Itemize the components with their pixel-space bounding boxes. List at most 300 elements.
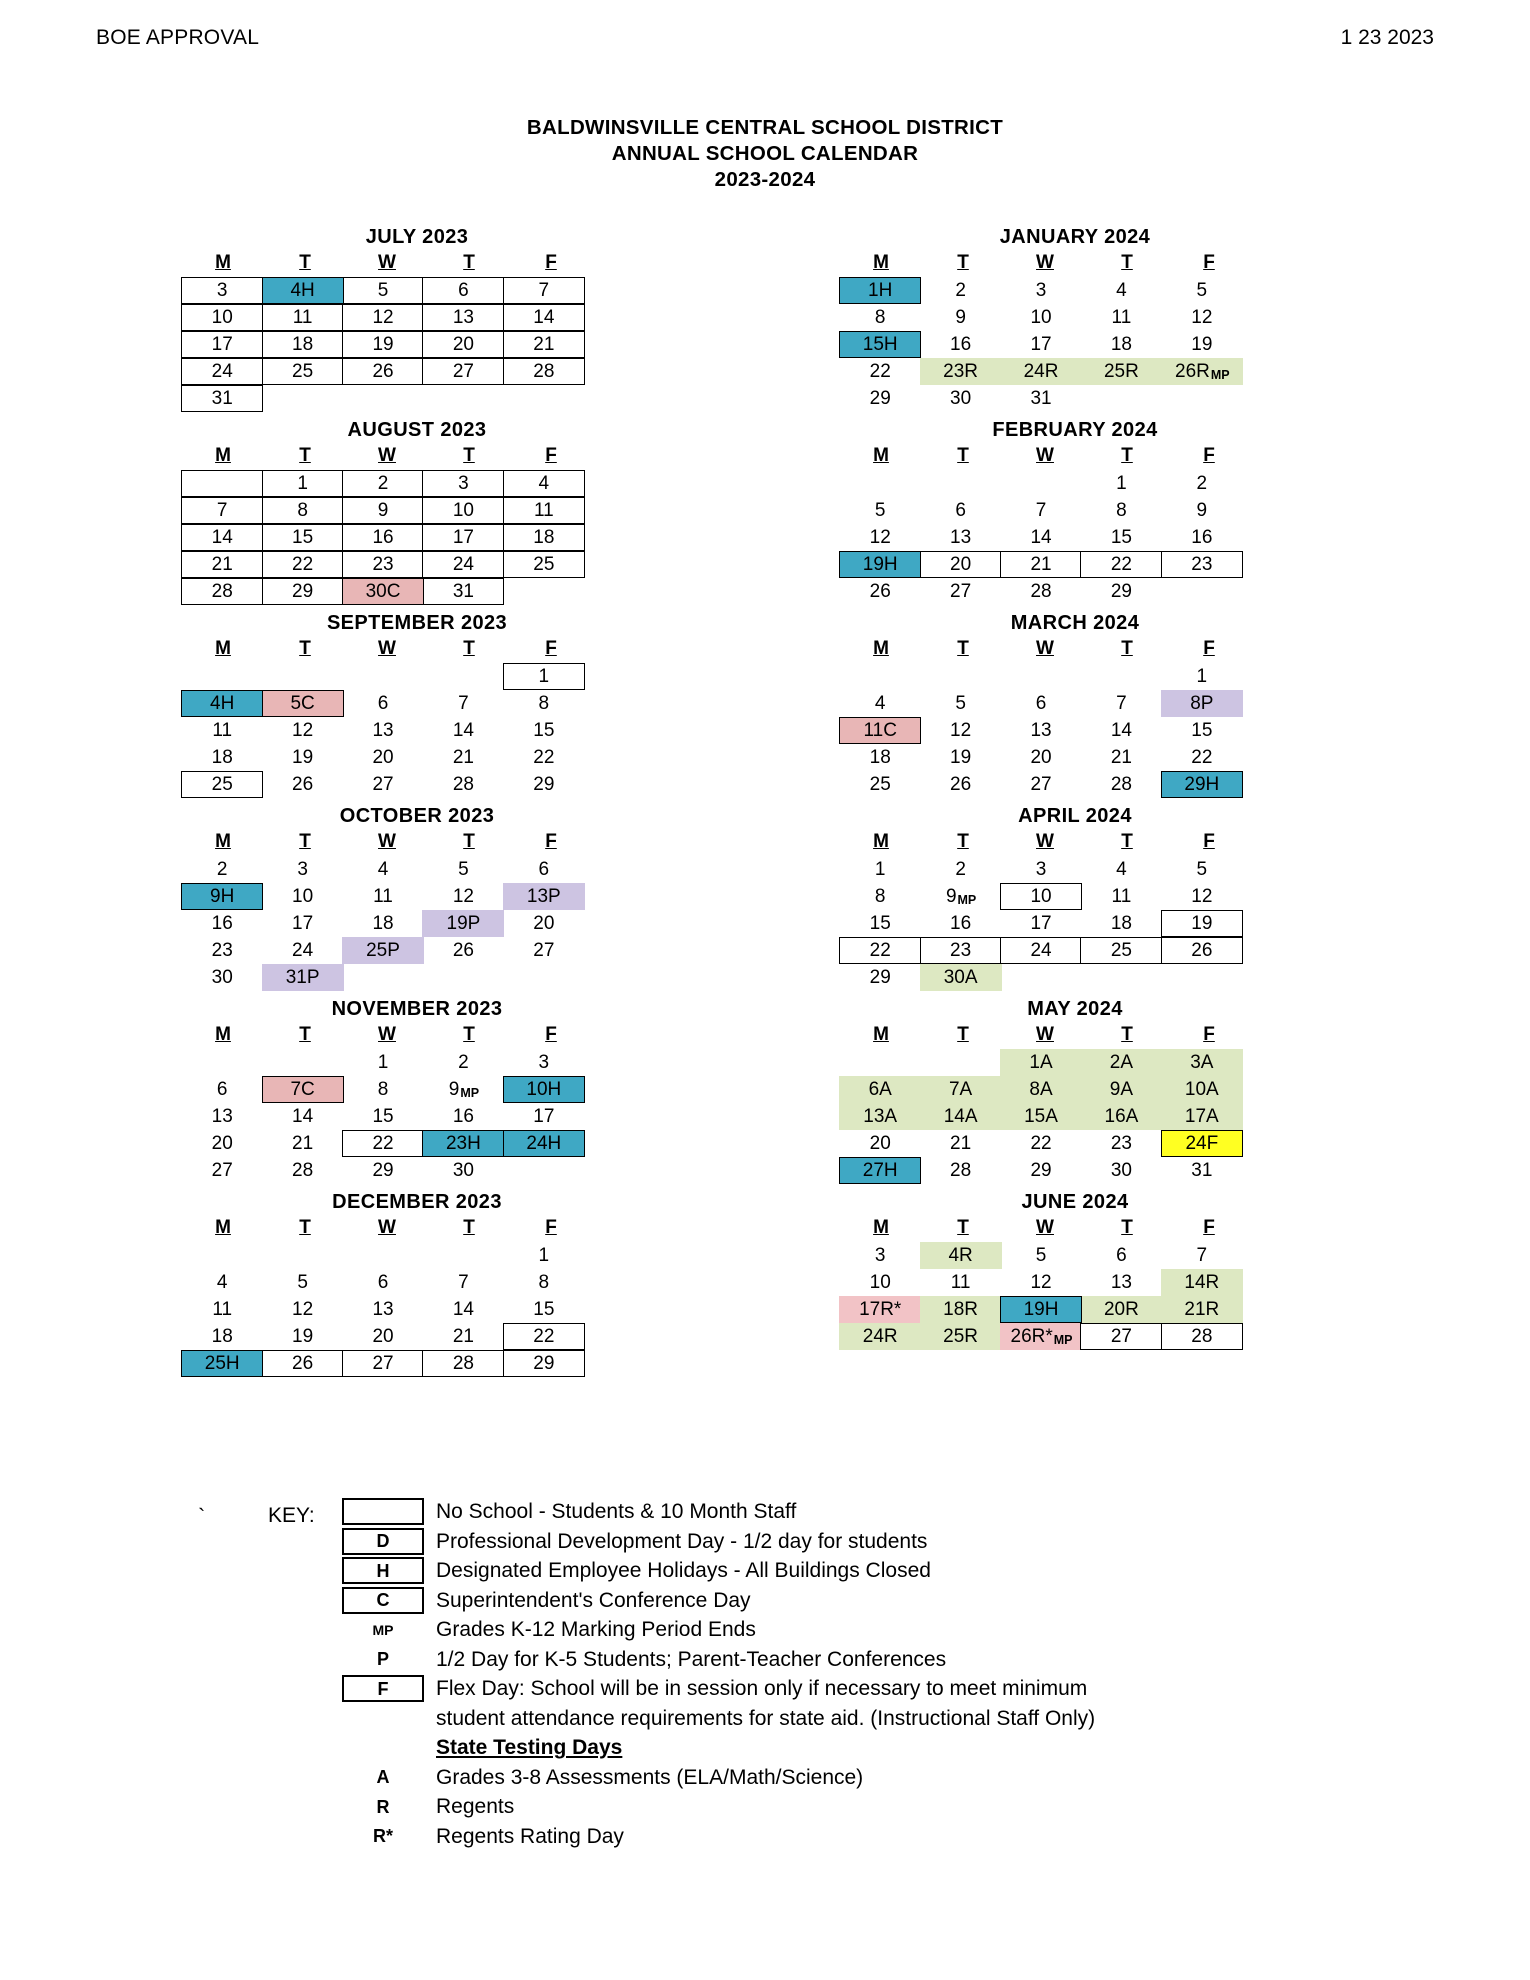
day-cell[interactable] [181, 1269, 263, 1296]
day-cell[interactable] [342, 304, 424, 331]
day-cell[interactable] [1000, 856, 1082, 883]
day-cell[interactable] [422, 1130, 504, 1157]
day-cell[interactable] [422, 1157, 504, 1184]
day-cell[interactable] [503, 856, 585, 883]
day-cell[interactable] [920, 1296, 1002, 1323]
day-cell[interactable] [1000, 1296, 1082, 1323]
day-cell[interactable] [1161, 744, 1243, 771]
dow-4: F [545, 831, 557, 852]
day-cell[interactable] [181, 551, 263, 578]
day-cell[interactable] [1000, 937, 1082, 964]
day-cell[interactable] [1161, 883, 1243, 910]
day-cell[interactable] [839, 717, 921, 744]
day-cell[interactable] [1161, 856, 1243, 883]
day-cell[interactable] [920, 771, 1002, 798]
day-cell[interactable] [181, 1076, 263, 1103]
day-cell[interactable] [1161, 1269, 1243, 1296]
day-cell[interactable] [920, 1076, 1002, 1103]
day-cell[interactable] [503, 1242, 585, 1269]
day-cell[interactable] [1000, 744, 1082, 771]
day-cell[interactable] [1161, 1049, 1243, 1076]
day-cell[interactable] [422, 1269, 504, 1296]
day-cell[interactable] [839, 771, 921, 798]
day-cell[interactable] [181, 771, 263, 798]
day-cell[interactable] [503, 744, 585, 771]
day-cell[interactable] [920, 331, 1002, 358]
day-cell[interactable] [181, 358, 263, 385]
day-cell[interactable] [920, 964, 1002, 991]
day-cell[interactable] [181, 856, 263, 883]
day-cell[interactable] [422, 470, 504, 497]
dow-2: W [1036, 445, 1054, 466]
day-cell[interactable] [920, 1103, 1002, 1130]
school-year: 2023-2024 [714, 168, 816, 191]
day-cell[interactable] [1000, 1130, 1082, 1157]
day-cell[interactable] [1161, 690, 1243, 717]
day-cell[interactable] [920, 1157, 1002, 1184]
day-cell[interactable] [262, 304, 344, 331]
day-cell[interactable] [839, 358, 921, 385]
legend-description: Designated Employee Holidays - All Buildings Closed [436, 1559, 931, 1582]
day-cell[interactable] [1080, 910, 1162, 937]
day-cell[interactable] [839, 277, 921, 304]
day-cell[interactable] [839, 551, 921, 578]
week-row [182, 498, 652, 525]
dow-1: T [957, 638, 969, 659]
day-cell[interactable] [1080, 1049, 1162, 1076]
day-cell[interactable] [920, 1130, 1002, 1157]
day-cell[interactable] [262, 1350, 344, 1377]
day-cell[interactable] [839, 883, 921, 910]
day-cell[interactable] [342, 578, 424, 605]
day-cell[interactable] [422, 717, 504, 744]
day-cell[interactable] [1000, 1323, 1082, 1350]
day-cell[interactable] [181, 1157, 263, 1184]
day-cell[interactable] [503, 358, 585, 385]
day-cell[interactable] [262, 524, 344, 551]
day-number: 1 [1116, 473, 1127, 495]
day-cell[interactable] [262, 1296, 344, 1323]
day-cell[interactable] [1000, 331, 1082, 358]
day-number: 19H [862, 554, 898, 576]
day-number: 11 [1111, 886, 1132, 908]
day-cell[interactable] [839, 937, 921, 964]
day-cell[interactable] [181, 717, 263, 744]
day-cell[interactable] [503, 470, 585, 497]
day-cell[interactable] [839, 1296, 921, 1323]
day-cell[interactable] [503, 1076, 585, 1103]
day-cell[interactable] [342, 551, 424, 578]
day-cell[interactable] [839, 690, 921, 717]
day-cell[interactable] [342, 1269, 424, 1296]
day-cell[interactable] [1161, 331, 1243, 358]
day-cell[interactable] [1080, 1157, 1162, 1184]
day-cell[interactable] [503, 1296, 585, 1323]
day-cell[interactable] [503, 1103, 585, 1130]
day-number: 26R [1175, 361, 1210, 383]
day-cell[interactable] [181, 964, 263, 991]
day-cell[interactable] [181, 910, 263, 937]
day-cell[interactable] [1080, 1269, 1162, 1296]
day-cell[interactable] [262, 1130, 344, 1157]
district-name: BALDWINSVILLE CENTRAL SCHOOL DISTRICT [526, 116, 1004, 139]
day-cell[interactable] [1000, 1103, 1082, 1130]
day-cell[interactable] [181, 937, 263, 964]
empty-cell [920, 663, 1002, 690]
month-title: JULY 2023 [365, 226, 469, 248]
day-cell[interactable] [262, 497, 344, 524]
day-cell[interactable] [1080, 277, 1162, 304]
day-number: 27 [950, 581, 972, 603]
day-cell[interactable] [262, 690, 344, 717]
day-cell[interactable] [422, 578, 504, 605]
day-of-week-header [182, 445, 652, 471]
day-cell[interactable] [503, 1323, 585, 1350]
day-cell[interactable] [1080, 1296, 1162, 1323]
day-cell[interactable] [181, 524, 263, 551]
day-number: 9 [448, 1079, 460, 1101]
day-number: 31 [1030, 388, 1052, 410]
day-cell[interactable] [422, 1296, 504, 1323]
key-label: KEY: [268, 1504, 315, 1527]
day-cell[interactable] [181, 304, 263, 331]
day-cell[interactable] [1080, 470, 1162, 497]
day-cell[interactable] [839, 1076, 921, 1103]
day-cell[interactable] [181, 1350, 263, 1377]
day-cell[interactable] [1080, 771, 1162, 798]
day-cell[interactable] [422, 910, 504, 937]
day-cell[interactable] [503, 1269, 585, 1296]
day-cell[interactable] [1080, 1103, 1162, 1130]
day-cell[interactable] [181, 883, 263, 910]
week-row [182, 965, 652, 992]
day-cell[interactable] [503, 304, 585, 331]
day-cell[interactable] [342, 883, 424, 910]
day-cell[interactable] [503, 910, 585, 937]
day-cell[interactable] [839, 1157, 921, 1184]
day-cell[interactable] [181, 1323, 263, 1350]
day-cell[interactable] [181, 690, 263, 717]
day-cell[interactable] [262, 910, 344, 937]
day-cell[interactable] [1000, 1269, 1082, 1296]
day-cell[interactable] [1000, 1049, 1082, 1076]
day-cell[interactable] [1000, 551, 1082, 578]
day-cell[interactable] [262, 470, 344, 497]
day-number: 16 [950, 913, 972, 935]
day-cell[interactable] [839, 304, 921, 331]
day-cell[interactable] [839, 524, 921, 551]
day-cell[interactable] [1000, 277, 1082, 304]
day-cell[interactable] [1080, 744, 1162, 771]
day-cell[interactable] [1080, 1076, 1162, 1103]
week-row [182, 359, 652, 386]
day-cell[interactable] [920, 497, 1002, 524]
day-cell[interactable] [1080, 304, 1162, 331]
day-cell[interactable] [262, 1323, 344, 1350]
day-cell[interactable] [1161, 1296, 1243, 1323]
day-cell[interactable] [1000, 883, 1082, 910]
day-cell[interactable] [1080, 524, 1162, 551]
day-cell[interactable] [839, 1242, 921, 1269]
day-cell[interactable] [503, 1130, 585, 1157]
day-cell[interactable] [1161, 663, 1243, 690]
legend-code: A [376, 1767, 390, 1787]
day-cell[interactable] [920, 717, 1002, 744]
day-cell[interactable] [342, 524, 424, 551]
legend-swatch [342, 1528, 424, 1555]
day-number: 28 [1191, 1326, 1213, 1348]
day-cell[interactable] [839, 1323, 921, 1350]
day-cell[interactable] [1080, 1323, 1162, 1350]
day-number: 16A [1104, 1106, 1139, 1128]
week-row [182, 691, 652, 718]
day-cell[interactable] [839, 856, 921, 883]
day-cell[interactable] [920, 744, 1002, 771]
day-cell[interactable] [181, 497, 263, 524]
day-cell[interactable] [181, 385, 263, 412]
day-cell[interactable] [422, 1323, 504, 1350]
day-cell[interactable] [1161, 358, 1243, 385]
day-cell[interactable] [262, 964, 344, 991]
day-cell[interactable] [422, 277, 504, 304]
day-cell[interactable] [920, 551, 1002, 578]
day-number: 24F [1185, 1133, 1219, 1155]
day-cell[interactable] [262, 578, 344, 605]
day-cell[interactable] [262, 277, 344, 304]
day-cell[interactable] [422, 497, 504, 524]
day-cell[interactable] [422, 1049, 504, 1076]
day-cell[interactable] [262, 856, 344, 883]
day-cell[interactable] [181, 1103, 263, 1130]
day-cell[interactable] [342, 470, 424, 497]
day-cell[interactable] [262, 883, 344, 910]
day-cell[interactable] [1161, 497, 1243, 524]
day-cell[interactable] [1161, 910, 1243, 937]
day-cell[interactable] [1161, 1076, 1243, 1103]
day-cell[interactable] [262, 1076, 344, 1103]
day-cell[interactable] [503, 1049, 585, 1076]
day-cell[interactable] [503, 277, 585, 304]
day-cell[interactable] [503, 883, 585, 910]
day-cell[interactable] [1080, 883, 1162, 910]
day-cell[interactable] [839, 331, 921, 358]
day-cell[interactable] [1080, 358, 1162, 385]
day-cell[interactable] [422, 1103, 504, 1130]
day-number: 4H [210, 693, 235, 715]
day-cell[interactable] [342, 1076, 424, 1103]
day-cell[interactable] [920, 385, 1002, 412]
day-cell[interactable] [503, 524, 585, 551]
day-cell[interactable] [422, 690, 504, 717]
month-weeks [182, 471, 652, 606]
day-cell[interactable] [181, 331, 263, 358]
day-cell[interactable] [422, 551, 504, 578]
day-cell[interactable] [839, 1269, 921, 1296]
day-cell[interactable] [1000, 524, 1082, 551]
day-cell[interactable] [503, 937, 585, 964]
day-cell[interactable] [1000, 385, 1082, 412]
day-cell[interactable] [342, 497, 424, 524]
day-cell[interactable] [503, 497, 585, 524]
day-cell[interactable] [262, 551, 344, 578]
day-cell[interactable] [342, 1296, 424, 1323]
day-cell[interactable] [342, 771, 424, 798]
day-cell[interactable] [839, 1130, 921, 1157]
day-cell[interactable] [422, 331, 504, 358]
day-cell[interactable] [839, 1103, 921, 1130]
day-cell[interactable] [839, 964, 921, 991]
day-cell[interactable] [181, 1296, 263, 1323]
day-number: 20 [533, 913, 555, 935]
day-cell[interactable] [262, 1103, 344, 1130]
day-cell[interactable] [920, 578, 1002, 605]
day-cell[interactable] [1161, 1242, 1243, 1269]
day-cell[interactable] [503, 1350, 585, 1377]
day-cell[interactable] [920, 358, 1002, 385]
day-cell[interactable] [262, 771, 344, 798]
day-number: 15 [1191, 720, 1213, 742]
day-number: 3 [874, 1245, 886, 1267]
day-cell[interactable] [342, 690, 424, 717]
day-cell[interactable] [262, 331, 344, 358]
day-cell[interactable] [181, 744, 263, 771]
day-cell[interactable] [920, 304, 1002, 331]
day-cell[interactable] [920, 277, 1002, 304]
day-cell[interactable] [1080, 690, 1162, 717]
day-cell[interactable] [181, 277, 263, 304]
dow-0: M [873, 638, 889, 659]
day-cell[interactable] [1000, 304, 1082, 331]
day-cell[interactable] [422, 856, 504, 883]
dow-0: M [215, 831, 231, 852]
day-cell[interactable] [503, 771, 585, 798]
day-cell[interactable] [839, 910, 921, 937]
day-cell[interactable] [342, 717, 424, 744]
day-cell[interactable] [1000, 1157, 1082, 1184]
day-cell[interactable] [1080, 1130, 1162, 1157]
day-cell[interactable] [503, 690, 585, 717]
day-cell[interactable] [262, 1269, 344, 1296]
day-cell[interactable] [342, 1157, 424, 1184]
day-cell[interactable] [342, 1049, 424, 1076]
day-cell[interactable] [920, 1242, 1002, 1269]
day-cell[interactable] [342, 331, 424, 358]
day-number: 20 [211, 1133, 233, 1155]
day-cell[interactable] [422, 1350, 504, 1377]
day-cell[interactable] [920, 910, 1002, 937]
day-cell[interactable] [503, 551, 585, 578]
day-cell[interactable] [1000, 358, 1082, 385]
day-cell[interactable] [1161, 551, 1243, 578]
day-cell[interactable] [342, 277, 424, 304]
day-cell[interactable] [262, 937, 344, 964]
day-cell[interactable] [342, 1103, 424, 1130]
day-cell[interactable] [1161, 1103, 1243, 1130]
day-cell[interactable] [1000, 578, 1082, 605]
day-cell[interactable] [839, 385, 921, 412]
day-cell[interactable] [1080, 497, 1162, 524]
legend-item [342, 1705, 1095, 1735]
day-number: 29 [372, 1160, 394, 1182]
day-cell[interactable] [342, 1350, 424, 1377]
day-cell[interactable] [839, 744, 921, 771]
day-cell[interactable] [1080, 937, 1162, 964]
day-cell[interactable] [342, 856, 424, 883]
day-cell[interactable] [1080, 551, 1162, 578]
day-cell[interactable] [920, 883, 1002, 910]
day-cell[interactable] [1000, 1076, 1082, 1103]
day-cell[interactable] [920, 524, 1002, 551]
day-cell[interactable] [342, 1130, 424, 1157]
day-cell[interactable] [503, 331, 585, 358]
day-cell[interactable] [839, 497, 921, 524]
day-cell[interactable] [422, 524, 504, 551]
day-cell[interactable] [1161, 524, 1243, 551]
day-cell[interactable] [920, 1323, 1002, 1350]
day-cell[interactable] [422, 304, 504, 331]
day-cell[interactable] [1000, 717, 1082, 744]
day-cell[interactable] [422, 1076, 504, 1103]
day-cell[interactable] [1161, 771, 1243, 798]
day-cell[interactable] [1000, 497, 1082, 524]
day-cell[interactable] [503, 663, 585, 690]
day-cell[interactable] [1000, 690, 1082, 717]
day-cell[interactable] [1080, 331, 1162, 358]
day-cell[interactable] [1161, 304, 1243, 331]
day-cell[interactable] [1000, 771, 1082, 798]
day-cell[interactable] [342, 358, 424, 385]
day-number: 12 [950, 720, 972, 742]
day-number: 28 [1030, 581, 1052, 603]
day-cell[interactable] [262, 358, 344, 385]
day-cell[interactable] [1161, 717, 1243, 744]
day-cell[interactable] [920, 937, 1002, 964]
day-cell[interactable] [920, 856, 1002, 883]
day-cell[interactable] [920, 1269, 1002, 1296]
day-cell[interactable] [1161, 470, 1243, 497]
day-cell[interactable] [422, 358, 504, 385]
day-cell[interactable] [342, 744, 424, 771]
day-cell[interactable] [422, 937, 504, 964]
day-cell[interactable] [920, 690, 1002, 717]
day-cell[interactable] [1000, 1242, 1082, 1269]
day-cell[interactable] [1000, 910, 1082, 937]
day-cell[interactable] [1080, 717, 1162, 744]
day-cell[interactable] [422, 883, 504, 910]
day-cell[interactable] [422, 744, 504, 771]
day-cell[interactable] [1080, 1242, 1162, 1269]
day-number: 8 [538, 693, 550, 715]
day-cell[interactable] [342, 1323, 424, 1350]
day-cell[interactable] [1080, 856, 1162, 883]
day-cell[interactable] [1161, 1157, 1243, 1184]
day-cell[interactable] [839, 578, 921, 605]
day-cell[interactable] [181, 578, 263, 605]
day-cell[interactable] [1161, 937, 1243, 964]
day-cell[interactable] [1161, 1323, 1243, 1350]
day-cell[interactable] [1161, 277, 1243, 304]
day-cell[interactable] [503, 717, 585, 744]
day-cell[interactable] [342, 910, 424, 937]
day-cell[interactable] [1161, 1130, 1243, 1157]
day-cell[interactable] [1080, 578, 1162, 605]
day-cell[interactable] [262, 1157, 344, 1184]
day-cell[interactable] [262, 717, 344, 744]
day-cell[interactable] [342, 937, 424, 964]
day-cell[interactable] [262, 744, 344, 771]
day-cell[interactable] [422, 771, 504, 798]
day-cell[interactable] [181, 1130, 263, 1157]
